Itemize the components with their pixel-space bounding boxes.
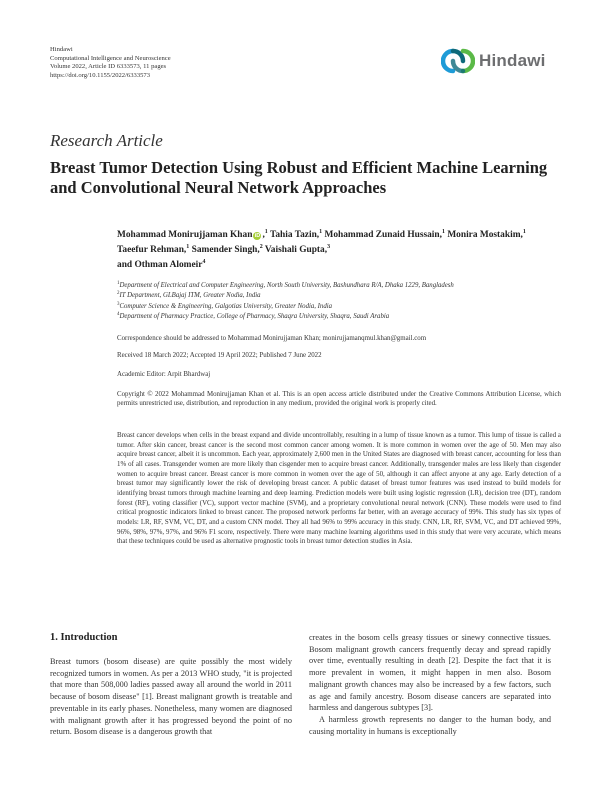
academic-editor: Academic Editor: Arpit Bhardwaj — [117, 371, 211, 378]
orcid-icon[interactable]: iD — [254, 233, 261, 239]
author-affil-sup: 2 — [259, 244, 263, 250]
hindawi-logo-text: Hindawi — [479, 51, 546, 70]
publication-dates: Received 18 March 2022; Accepted 19 April 2022; Published 7 June 2022 — [117, 352, 322, 359]
journal-meta — [50, 46, 171, 80]
abstract: Breast cancer develops when cells in the breast expand and divide uncontrollably, resulting in a lump of tissue known as a tumor. This lump of tissue is called a tumor. After skin cancer, breast cancer is the second most common cancer among women. It is more common in women over the age of 50. Men may also acquire breast cancer, albeit it is uncommon. Each year, approximately 2,600 men in the United States are diagnosed with breast cancer, accounting for less than 1% of all cases. Transgender women are more likely than cisgender men to acquire breast cancer. Additionally, transgender males are less likely than cisgender women to acquire breast cancer. Breast cancer is more common in women over the age of 50, although it can affect anyone at any age. Early detection of a breast tumor may significantly lower the risk of developing breast cancer. A public dataset of breast tumor features was used instead to build models for identifying breast tumors through machine learning and deep learning. Prediction models were built using logistic regression (LR), decision tree (DT), random forest (RF), voting classifier (VC), support vector machine (SVM), and a proprietary convolutional neural network (CNN). These models were used to find critical prognostic indicators linked to breast cancer. The proposed network performs far better, with an average accuracy of 99%. This study has six types of models: LR, RF, SVM, VC, DT, and a custom CNN model. They all had 96% to 99% accuracy in this study. CNN, LR, RF, SVM, VC, and DT achieved 99%, 96%, 98%, 97%, 97%, and 96% F1 score, respectively. There were many machine learning algorithms used in this study that were very accurate, which means that these techniques could be used as alternative prognostic tools in breast tumor detection studies in Asia. — [117, 432, 561, 546]
volume-line: Volume 2022, Article ID 6333573, 11 pages — [50, 63, 167, 71]
author-list: Mohammad Monirujjaman Khan iD ,$^1$ Tahia Tazin,$^1$ Mohammad Zunaid Hussain,$^1$ Monira Mostakim,$^1$ Taeefur Rehman,$^1$ Samender Singh,$^2$ Vaishali Gupta,$^3$ and Othman Alomeir$^4$ — [117, 229, 526, 270]
author-name: Mohammad Monirujjaman Khan — [117, 230, 253, 240]
author-affil-sup: 4 — [202, 259, 206, 265]
author-name: Samender Singh, — [191, 245, 260, 255]
affiliation-item: $^1$Department of Electrical and Computer Engineering, North South University, Bashundhara R/A, Dhaka 1229, Bangladesh — [117, 281, 454, 289]
publisher-name: Hindawi — [50, 46, 73, 53]
author-name: Monira Mostakim, — [447, 230, 523, 240]
affiliation-item: $^3$Computer Science & Engineering, Galgotias University, Greater Nodia, India — [117, 301, 332, 310]
affiliations — [117, 281, 567, 322]
author-affil-sup: 3 — [327, 244, 331, 250]
author-name: Taeefur Rehman, — [117, 245, 187, 255]
author-affil-sup: 1 — [264, 229, 268, 235]
body-paragraph: A harmless growth represents no danger to the human body, and causing mortality in humans is exceptionally — [309, 714, 551, 736]
copyright-notice: Copyright © 2022 Mohammad Monirujjaman Khan et al. This is an open access article distributed under the Creative Commons Attribution License, which permits unrestricted use, distribution, and reproduction in any medium, provided the original work is properly cited. — [117, 391, 561, 408]
hindawi-logo — [441, 47, 546, 75]
author-affil-sup: 1 — [186, 244, 190, 250]
doi-link[interactable]: https://doi.org/10.1155/2022/6333573 — [50, 71, 151, 79]
section-heading-introduction: 1. Introduction — [50, 632, 118, 643]
author-affil-sup: 1 — [441, 229, 445, 235]
author-affil-sup: 1 — [319, 229, 323, 235]
journal-name: Computational Intelligence and Neuroscience — [50, 54, 171, 62]
author-name: and Othman Alomeir — [117, 260, 203, 270]
author-name: Tahia Tazin, — [269, 230, 320, 240]
body-column-right — [309, 632, 551, 737]
author-name: Vaishali Gupta, — [264, 245, 328, 255]
correspondence: Correspondence should be addressed to Mohammad Monirujjaman Khan; monirujjamanqmul.khan@gmail.com — [117, 335, 427, 342]
hindawi-logo-icon — [441, 47, 475, 75]
affiliation-item: $^2$IT Department, GLBajaj ITM, Greater Nodia, India — [117, 291, 261, 300]
author-name: Mohammad Zunaid Hussain, — [324, 230, 442, 240]
body-paragraph: Breast tumors (bosom disease) are quite possibly the most widely recognized tumors in women. As per a 2013 WHO study, "it is projected that more than 508,000 ladies passed away all around the world in 2011 because of bosom disease" [1]. Breast malignant growth is treatable and preventable in its early phases. Nonetheless, many women are diagnosed with malignant growth after it has progressed beyond the point of no return. Bosom disease is a dangerous growth that — [50, 657, 292, 737]
body-column-left — [50, 656, 292, 738]
author-affil-sup: 1 — [522, 229, 526, 235]
affiliation-item: $^4$Department of Pharmacy Practice, College of Pharmacy, Shaqra University, Shaqra, Saudi Arabia — [117, 311, 390, 320]
article-type: Research Article — [50, 131, 163, 150]
paper-title: Breast Tumor Detection Using Robust and Efficient Machine Learning and Convolutional Neural Network Approaches — [50, 158, 548, 197]
body-paragraph: creates in the bosom cells greasy tissues or sinewy connective tissues. Bosom malignant growth cancers frequently decay and spread rapidly over time, eventually resulting in death [2]. Despite the fact that it is more prevalent in women, it might happen in men also. Bosom malignant growth chances may also be increased by a few factors, such as age and family ancestry. Bosom disease cancers are separated into harmless and dangerous subtypes [3]. — [309, 633, 551, 713]
